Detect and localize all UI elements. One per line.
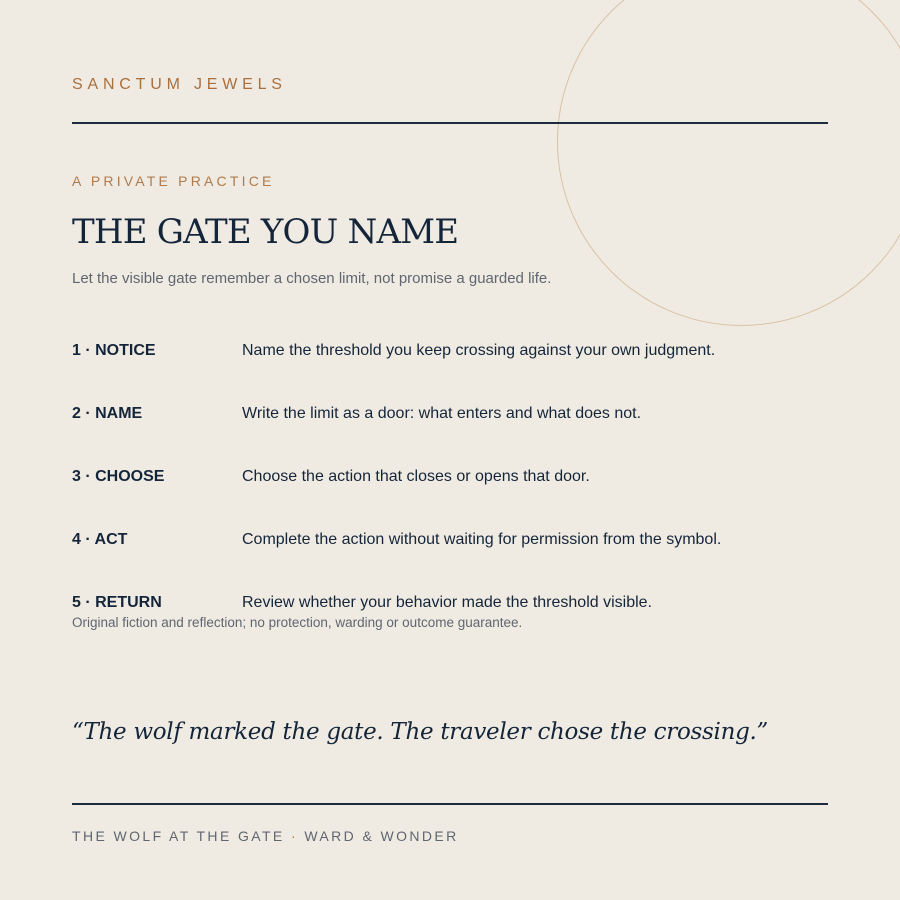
- bottom-divider: [72, 803, 828, 805]
- step-return: [72, 594, 832, 616]
- step-act: [72, 531, 832, 553]
- step-label: 4 · ACT: [72, 531, 128, 548]
- subtitle: Let the visible gate remember a chosen limit, not promise a guarded life.: [72, 270, 552, 287]
- step-choose: [72, 468, 832, 490]
- step-label: 5 · RETURN: [72, 594, 162, 611]
- footer: [72, 828, 459, 844]
- decorative-circle: [557, 0, 900, 326]
- step-description: Review whether your behavior made the threshold visible.: [242, 594, 652, 611]
- brand-name: SANCTUM JEWELS: [72, 76, 287, 93]
- step-notice: [72, 342, 832, 364]
- step-description: Write the limit as a door: what enters and what does not.: [242, 405, 642, 422]
- disclaimer: Original fiction and reflection; no protection, warding or outcome guarantee.: [72, 615, 523, 630]
- footer-separator: ·: [290, 828, 299, 844]
- step-label: 1 · NOTICE: [72, 342, 156, 359]
- footer-brand: WARD & WONDER: [304, 828, 459, 844]
- page-title: THE GATE YOU NAME: [72, 212, 459, 252]
- step-label: 3 · CHOOSE: [72, 468, 165, 485]
- footer-title: THE WOLF AT THE GATE: [72, 828, 285, 844]
- step-description: Choose the action that closes or opens that door.: [242, 468, 590, 485]
- top-divider: [72, 122, 828, 124]
- step-name: [72, 405, 832, 427]
- step-description: Complete the action without waiting for permission from the symbol.: [242, 531, 722, 548]
- step-label: 2 · NAME: [72, 405, 143, 422]
- step-description: Name the threshold you keep crossing against your own judgment.: [242, 342, 716, 359]
- pull-quote: “The wolf marked the gate. The traveler chose the crossing.”: [72, 719, 768, 745]
- kicker: A PRIVATE PRACTICE: [72, 173, 275, 189]
